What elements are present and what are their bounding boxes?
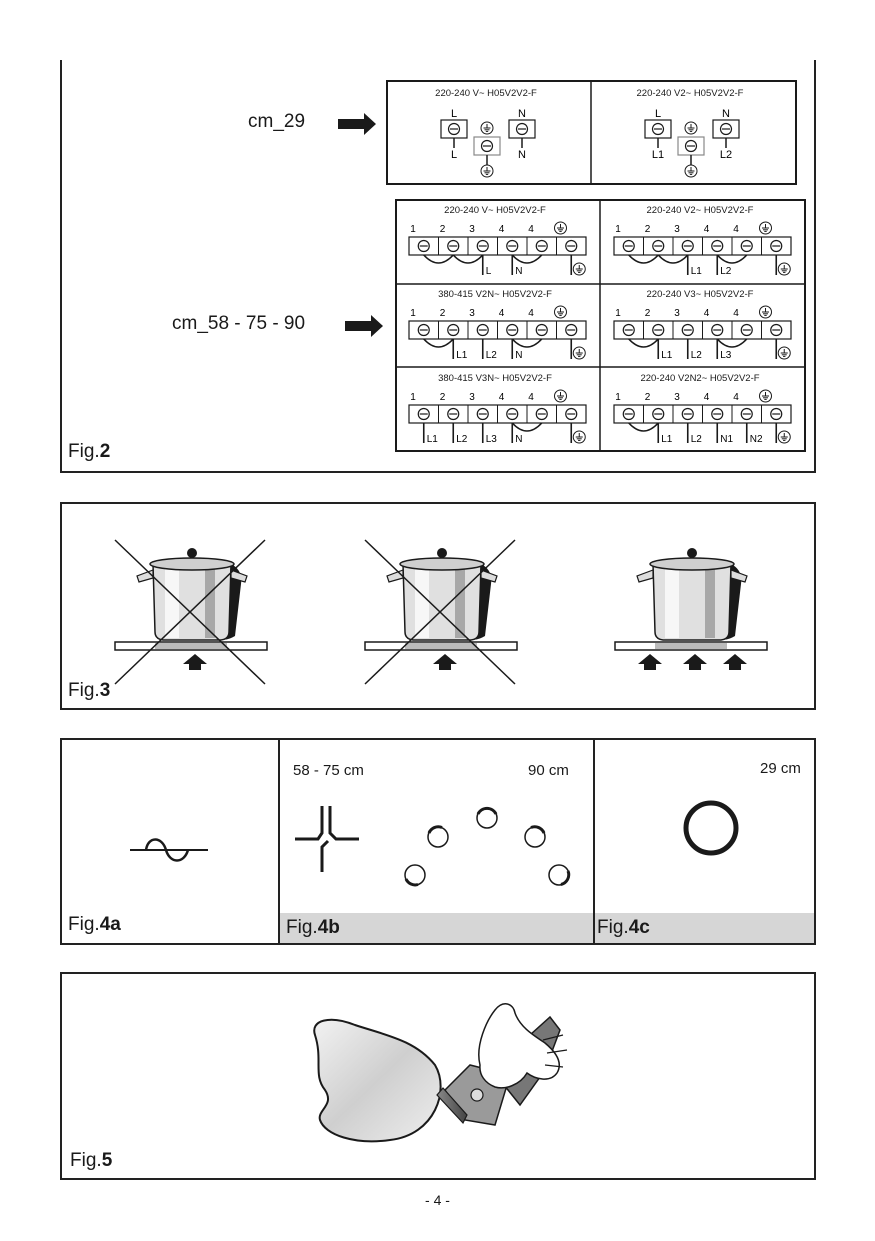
fig4c-label: Fig.4c <box>597 917 650 938</box>
lid-knob <box>687 548 697 558</box>
scraper-cleaning-illustration <box>295 995 575 1150</box>
wire-label: N1 <box>720 434 734 445</box>
page-number: - 4 - <box>425 1192 450 1208</box>
size-label-90: 90 cm <box>528 762 569 779</box>
terminal-number: 4 <box>733 392 739 403</box>
fig4a-label: Fig.4a <box>68 914 121 935</box>
wire-label: L <box>450 108 458 120</box>
pot-body <box>653 564 731 640</box>
cross-zone-icon <box>292 803 362 875</box>
cooking-zone <box>405 643 477 649</box>
terminal-number: 2 <box>644 308 651 319</box>
pot-correct <box>615 548 767 670</box>
terminal-number: 1 <box>410 224 416 235</box>
terminal-number: 4 <box>498 392 505 403</box>
pot-handle <box>637 570 653 582</box>
size-label-58-75: 58 - 75 cm <box>293 762 364 779</box>
wiring-title: 380-415 V2N~ H05V2V2-F <box>438 289 552 300</box>
wiring-diagram-58-75-90 <box>395 199 807 453</box>
wire-label: N <box>515 266 523 277</box>
wiring-title: 220-240 V~ H05V2V2-F <box>435 88 537 99</box>
terminal-number: 4 <box>498 308 505 319</box>
pot-handle <box>387 570 403 582</box>
wire-label: N <box>518 108 526 120</box>
pot-body <box>153 564 231 640</box>
fig3-label: Fig.3 <box>68 680 111 701</box>
terminal-number: 4 <box>528 392 534 403</box>
wire-label: L1 <box>690 266 702 277</box>
wire-label: L1 <box>661 350 673 361</box>
heat-arrow <box>638 654 662 670</box>
pot-placement-diagram <box>62 504 814 708</box>
wire-label: L1 <box>651 149 665 161</box>
size-label-29cm: 29 cm <box>760 760 801 777</box>
terminal-number: 3 <box>469 308 475 319</box>
arrow-right-icon <box>338 112 378 136</box>
wire-label: N <box>515 350 523 361</box>
cooking-zone <box>155 643 227 649</box>
terminal-number: 2 <box>439 308 446 319</box>
terminal-number: 3 <box>674 224 680 235</box>
wire-label: L <box>485 266 492 277</box>
wiring-title: 220-240 V2N2~ H05V2V2-F <box>640 373 760 384</box>
wire-label: L1 <box>456 350 468 361</box>
terminal-number: 3 <box>674 392 680 403</box>
wiring-title: 220-240 V2~ H05V2V2-F <box>646 205 754 216</box>
ring-zone-icon <box>681 798 741 858</box>
pot-incorrect <box>365 540 517 684</box>
induction-wave-icon <box>126 828 212 872</box>
pot-body <box>403 564 481 640</box>
size-label-29: cm_29 <box>248 111 306 132</box>
wire-label: L2 <box>690 434 702 445</box>
wire-label: L2 <box>456 434 468 445</box>
terminal-number: 1 <box>410 392 416 403</box>
terminal-number: 4 <box>528 224 534 235</box>
pot-incorrect <box>115 540 267 684</box>
wire-label: L2 <box>720 266 732 277</box>
wire-label: L <box>654 108 662 120</box>
terminal-number: 4 <box>703 392 710 403</box>
terminal-number: 2 <box>644 392 651 403</box>
wire-label: L3 <box>485 434 497 445</box>
terminal-number: 4 <box>703 224 710 235</box>
wiring-title: 220-240 V~ H05V2V2-F <box>444 205 546 216</box>
wire-label: N2 <box>749 434 763 445</box>
pot-lid <box>400 558 484 570</box>
wire-label: L2 <box>485 350 497 361</box>
wire-label: L2 <box>719 149 733 161</box>
fig4b-label: Fig.4b <box>286 917 340 938</box>
terminal-number: 1 <box>615 308 621 319</box>
terminal-number: 3 <box>469 224 475 235</box>
wire-label: L1 <box>426 434 438 445</box>
wiring-title: 220-240 V2~ H05V2V2-F <box>636 88 744 99</box>
terminal-number: 4 <box>733 308 739 319</box>
terminal-number: 2 <box>644 224 651 235</box>
terminal-number: 1 <box>615 392 621 403</box>
fig2-label: Fig.2 <box>68 441 111 462</box>
wire-label: N <box>518 149 526 161</box>
lid-knob <box>437 548 447 558</box>
heat-arrow <box>183 654 207 670</box>
terminal-number: 4 <box>733 224 739 235</box>
heat-arrow <box>683 654 707 670</box>
terminal-number: 4 <box>528 308 534 319</box>
size-label-58-75-90: cm_58 - 75 - 90 <box>172 313 306 334</box>
arrow-right-icon <box>345 314 385 338</box>
terminal-number: 4 <box>703 308 710 319</box>
lid-knob <box>187 548 197 558</box>
wire-label: N <box>515 434 523 445</box>
wire-label: N <box>722 108 730 120</box>
pot-handle <box>137 570 153 582</box>
wiring-title: 380-415 V3N~ H05V2V2-F <box>438 373 552 384</box>
wire-label: L3 <box>720 350 732 361</box>
terminal-number: 4 <box>498 224 505 235</box>
pot-lid <box>150 558 234 570</box>
pot-lid <box>650 558 734 570</box>
terminal-number: 1 <box>410 308 416 319</box>
terminal-number: 1 <box>615 224 621 235</box>
cooking-zones-90-icon <box>398 800 578 892</box>
fig5-label: Fig.5 <box>70 1150 113 1171</box>
heat-arrow <box>433 654 457 670</box>
wiring-diagram-29 <box>386 80 798 186</box>
wire-label: L2 <box>690 350 702 361</box>
wire-label: L1 <box>661 434 673 445</box>
terminal-number: 3 <box>469 392 475 403</box>
cooking-zone <box>655 643 727 649</box>
wire-label: L <box>450 149 458 161</box>
terminal-number: 3 <box>674 308 680 319</box>
terminal-number: 2 <box>439 224 446 235</box>
terminal-number: 2 <box>439 392 446 403</box>
heat-arrow <box>723 654 747 670</box>
wiring-title: 220-240 V3~ H05V2V2-F <box>646 289 754 300</box>
